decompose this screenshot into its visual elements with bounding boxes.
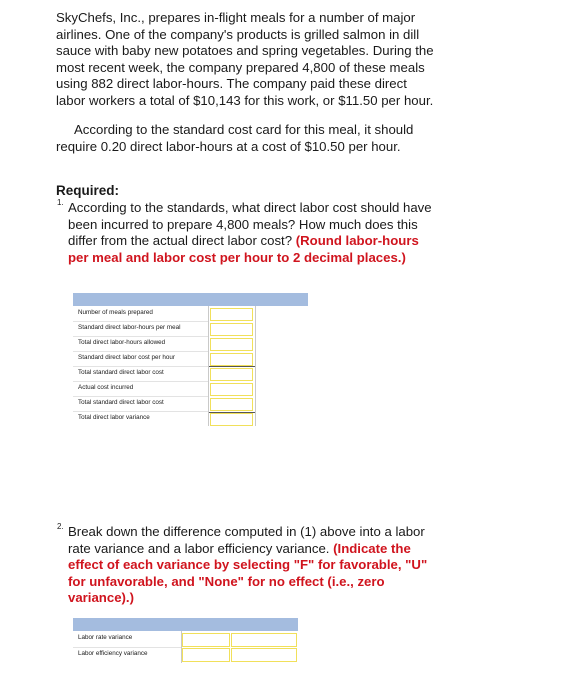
- total-underline: [209, 412, 255, 413]
- direct-labor-cost-table: [73, 293, 308, 426]
- total-variance-input[interactable]: [210, 413, 253, 426]
- meals-prepared-input[interactable]: [210, 308, 253, 321]
- question-1-text: According to the standards, what direct labor cost should have been incurred to prepare 4,800 meals? How much does this differ from the actual direct labor cost?: [68, 200, 432, 249]
- table-row: [73, 322, 308, 336]
- row-divider: [73, 411, 208, 412]
- question-2: [68, 524, 440, 607]
- hours-per-meal-input[interactable]: [210, 323, 253, 336]
- table-row: [73, 367, 308, 381]
- total-underline: [209, 366, 255, 367]
- row-label: Total standard direct labor cost: [78, 369, 164, 376]
- table-row: [73, 352, 308, 366]
- labor-rate-effect-select[interactable]: [231, 633, 297, 647]
- row-divider: [73, 336, 208, 337]
- labor-variance-table: [73, 618, 298, 663]
- required-heading: Required:: [56, 183, 120, 198]
- row-label: Total direct labor-hours allowed: [78, 339, 166, 346]
- table-row: [73, 382, 308, 396]
- row-divider: [73, 366, 208, 367]
- row-divider: [73, 321, 208, 322]
- question-2-instruction: (Indicate the effect of each variance by selecting "F" for favorable, "U" for unfavorable, and "None" for no effect (i.e., zero variance).): [68, 540, 428, 606]
- row-label: Labor efficiency variance: [78, 650, 148, 657]
- row-label: Standard direct labor-hours per meal: [78, 324, 181, 331]
- intro-paragraph-1: SkyChefs, Inc., prepares in-flight meals for a number of major airlines. One of the company's products is grilled salmon in dill sauce with baby new potatoes and spring vegetables. During the most recent week, the company prepared 4,800 of these meals using 882 direct labor-hours. The company paid these direct labor workers a total of $10,143 for this work, or $11.50 per hour.: [56, 10, 434, 108]
- table-header-bar: [73, 618, 298, 631]
- table-row: [73, 307, 308, 321]
- row-label: Total direct labor variance: [78, 414, 150, 421]
- table-row: [73, 337, 308, 351]
- row-divider: [73, 647, 181, 648]
- column-divider: [255, 306, 256, 426]
- labor-efficiency-effect-select[interactable]: [231, 648, 297, 662]
- labor-rate-variance-input[interactable]: [182, 633, 230, 647]
- row-divider: [73, 351, 208, 352]
- row-divider: [73, 381, 208, 382]
- total-hours-allowed-input[interactable]: [210, 338, 253, 351]
- question-1: [68, 200, 440, 266]
- table-row: [73, 397, 308, 411]
- labor-efficiency-variance-input[interactable]: [182, 648, 230, 662]
- question-2-number: 2.: [57, 522, 64, 531]
- question-2-text: Break down the difference computed in (1) above into a labor rate variance and a labor efficiency variance.: [68, 524, 425, 556]
- question-1-instruction: (Round labor-hours per meal and labor cost per hour to 2 decimal places.): [68, 233, 419, 265]
- actual-cost-input[interactable]: [210, 383, 253, 396]
- question-1-number: 1.: [57, 198, 64, 207]
- row-label: Number of meals prepared: [78, 309, 153, 316]
- row-label: Standard direct labor cost per hour: [78, 354, 175, 361]
- standard-cost-per-hour-input[interactable]: [210, 353, 253, 366]
- total-standard-cost-input[interactable]: [210, 368, 253, 381]
- table-header-bar: [73, 293, 308, 306]
- table-row: [73, 412, 308, 426]
- row-label: Labor rate variance: [78, 634, 133, 641]
- intro-paragraph-2: According to the standard cost card for this meal, it should require 0.20 direct labor-hours at a cost of $10.50 per hour.: [56, 122, 414, 154]
- row-label: Actual cost incurred: [78, 384, 134, 391]
- total-standard-cost-2-input[interactable]: [210, 398, 253, 411]
- row-divider: [73, 396, 208, 397]
- row-label: Total standard direct labor cost: [78, 399, 164, 406]
